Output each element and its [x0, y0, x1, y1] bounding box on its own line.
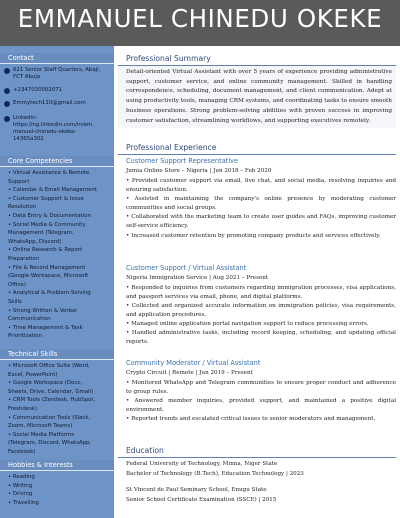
- job-2-bullet: • Collected and organized accurate information on immigration policies, visa requirements, and application procedures.: [126, 303, 396, 318]
- sidebar-list-line: Office): [8, 281, 26, 288]
- sidebar-list-line: Management (Telegram,: [8, 230, 74, 237]
- job-2-bullet: • Responded to inquiries from customers regarding immigration processes, visa applications, and passport services via email, phone, and digital platforms.: [126, 285, 396, 300]
- job-1-bullet: • Increased customer retention by promoting company products and services effectively.: [126, 233, 381, 239]
- sidebar-list-line: • File & Record Management: [8, 264, 86, 271]
- experience-heading: Professional Experience: [118, 143, 396, 155]
- email-address[interactable]: Emmytech110@gmail.com: [13, 100, 86, 106]
- sidebar: [0, 46, 114, 518]
- education-line: St Vincent de Paul Seminary School, Enugu State: [126, 487, 267, 493]
- sidebar-list-line: • Microsoft Office Suite (Word,: [8, 363, 90, 369]
- technical-skills-heading: Technical Skills: [0, 349, 114, 360]
- sidebar-list-line: • CRM Tools (Zendesk, HubSpot,: [8, 397, 96, 404]
- sidebar-list-line: • Social Media & Community: [8, 221, 86, 228]
- sidebar-list-line: Zoom, Microsoft Teams): [8, 423, 73, 430]
- linkedin-url-line-1[interactable]: https://ng.linkedin.com/in/em: [13, 122, 93, 128]
- sidebar-list-line: • Strong Written & Verbal: [8, 307, 77, 314]
- sidebar-list-line: • Calendar & Email Management: [8, 187, 97, 194]
- sidebar-list-line: Freshdesk): [8, 406, 38, 412]
- summary-box: [118, 66, 396, 128]
- job-3-bullet: • Answered member inquiries, provided support, and maintained a positive digital environment.: [126, 398, 396, 413]
- sidebar-list-line: Communication: [8, 316, 51, 323]
- sidebar-list-line: • Driving: [8, 491, 33, 498]
- linkedin-url-line-3[interactable]: 14365a302: [13, 136, 44, 142]
- job-2-bullet: • Managed online application portal navigation support to reduce processing errors.: [126, 321, 369, 327]
- main-content: [118, 46, 400, 518]
- email-icon: [4, 101, 10, 107]
- sidebar-list-line: (Google Workspace, Microsoft: [8, 273, 89, 280]
- sidebar-list-line: Sheets, Drive, Calendar, Gmail): [8, 388, 94, 395]
- job-title-1: Customer Support Representative: [126, 157, 239, 165]
- phone-icon: [4, 88, 10, 94]
- sidebar-list-line: • Online Research & Report: [8, 247, 83, 254]
- job-1-bullet: • Provided customer support via email, live chat, and social media, resolving inquiries and ensuring satisfaction.: [126, 178, 396, 193]
- sidebar-list-line: Resolution: [8, 204, 37, 211]
- linkedin-icon: [4, 116, 10, 122]
- education-line: Bachelor of Technology (B.Tech), Education Technology | 2023: [126, 471, 304, 477]
- sidebar-list-line: Support: [8, 178, 30, 185]
- sidebar-list-line: • Writing: [8, 482, 33, 489]
- hobbies-heading: Hobbies & Interests: [0, 460, 114, 471]
- location-icon: [4, 68, 10, 74]
- contact-heading: Contact: [0, 53, 114, 64]
- sidebar-list-line: Excel, PowerPoint): [8, 371, 58, 378]
- candidate-name: EMMANUEL CHINEDU OKEKE: [17, 4, 383, 33]
- sidebar-list-line: • Customer Support & Issue: [8, 195, 84, 202]
- sidebar-list-line: Prioritization: [8, 333, 42, 340]
- education-line: Federal University of Technology, Minna, Niger State: [126, 461, 278, 467]
- sidebar-list-line: • Travelling: [8, 499, 39, 506]
- phone-number[interactable]: +2347030002071: [13, 87, 63, 93]
- header-banner: [0, 0, 400, 46]
- address-line-1: 621 Senior Staff Quarters, Abaji,: [13, 67, 101, 73]
- job-title-2: Customer Support / Virtual Assistant: [126, 264, 247, 272]
- sidebar-list-line: • Analytical & Problem-Solving: [8, 290, 91, 297]
- linkedin-label: Linkedin:: [13, 115, 38, 121]
- sidebar-list-line: (Telegram, Discord, WhatsApp,: [8, 440, 92, 447]
- summary-heading: Professional Summary: [118, 54, 396, 66]
- sidebar-list-line: • Data Entry & Documentation: [8, 213, 92, 219]
- sidebar-list-line: • Reading: [8, 474, 35, 480]
- summary-text: Detail-oriented Virtual Assistant with over 5 years of experience providing administrative support, customer service, and online community management. Skilled in handling correspondence, scheduling, document management, and client communication. Adept at using productivity tools, managing CRM systems, and coordinating tasks to ensure smooth business operations. Strong problem-solving abilities with proven success in improving customer satisfaction, streamlining workflows, and supporting executives remotely.: [126, 69, 392, 124]
- job-company-1: Jumia Online Store – Nigeria | Jun 2018 – Feb 2020: [126, 168, 272, 174]
- job-title-3: Community Moderator / Virtual Assistant: [126, 359, 261, 367]
- job-2-bullet: • Handled administrative tasks, including record keeping, scheduling, and updating official reports.: [126, 330, 396, 345]
- education-line: Senior School Certificate Examination (SSCE) | 2015: [126, 497, 277, 503]
- sidebar-list-line: WhatsApp, Discord): [8, 238, 62, 245]
- sidebar-list-line: • Google Workspace (Docs,: [8, 380, 82, 387]
- linkedin-url-line-2[interactable]: manuel-chinedu-okeke-: [13, 129, 77, 135]
- job-3-bullet: • Reported trends and escalated critical issues to senior moderators and management.: [126, 416, 376, 422]
- job-3-bullet: • Monitored WhatsApp and Telegram communities to ensure proper conduct and adherence to group rules.: [126, 380, 396, 395]
- sidebar-list-line: • Time Management & Task: [8, 324, 83, 331]
- job-company-2: Nigeria Immigration Service | Aug 2021 – Present: [126, 275, 269, 281]
- sidebar-list-line: Preparation: [8, 256, 40, 262]
- job-1-bullet: • Assisted in maintaining the company's online presence by moderating customer communities and social groups.: [126, 196, 396, 211]
- sidebar-list-line: • Communication Tools (Slack,: [8, 414, 91, 421]
- job-company-3: Crypto Circuit | Remote | Jun 2019 – Present: [126, 370, 253, 376]
- sidebar-list-line: Skills: [8, 299, 22, 305]
- education-heading: Education: [118, 446, 396, 458]
- address-line-2: FCT Abuja: [13, 74, 41, 80]
- sidebar-list-line: • Social Media Platforms: [8, 431, 75, 438]
- sidebar-list-line: • Virtual Assistance & Remote: [8, 170, 90, 176]
- sidebar-list-line: Facebook): [8, 449, 36, 455]
- job-1-bullet: • Collaborated with the marketing team to create user guides and FAQs, improving customer self-service efficiency.: [126, 214, 396, 229]
- competencies-heading: Core Competencies: [0, 156, 114, 167]
